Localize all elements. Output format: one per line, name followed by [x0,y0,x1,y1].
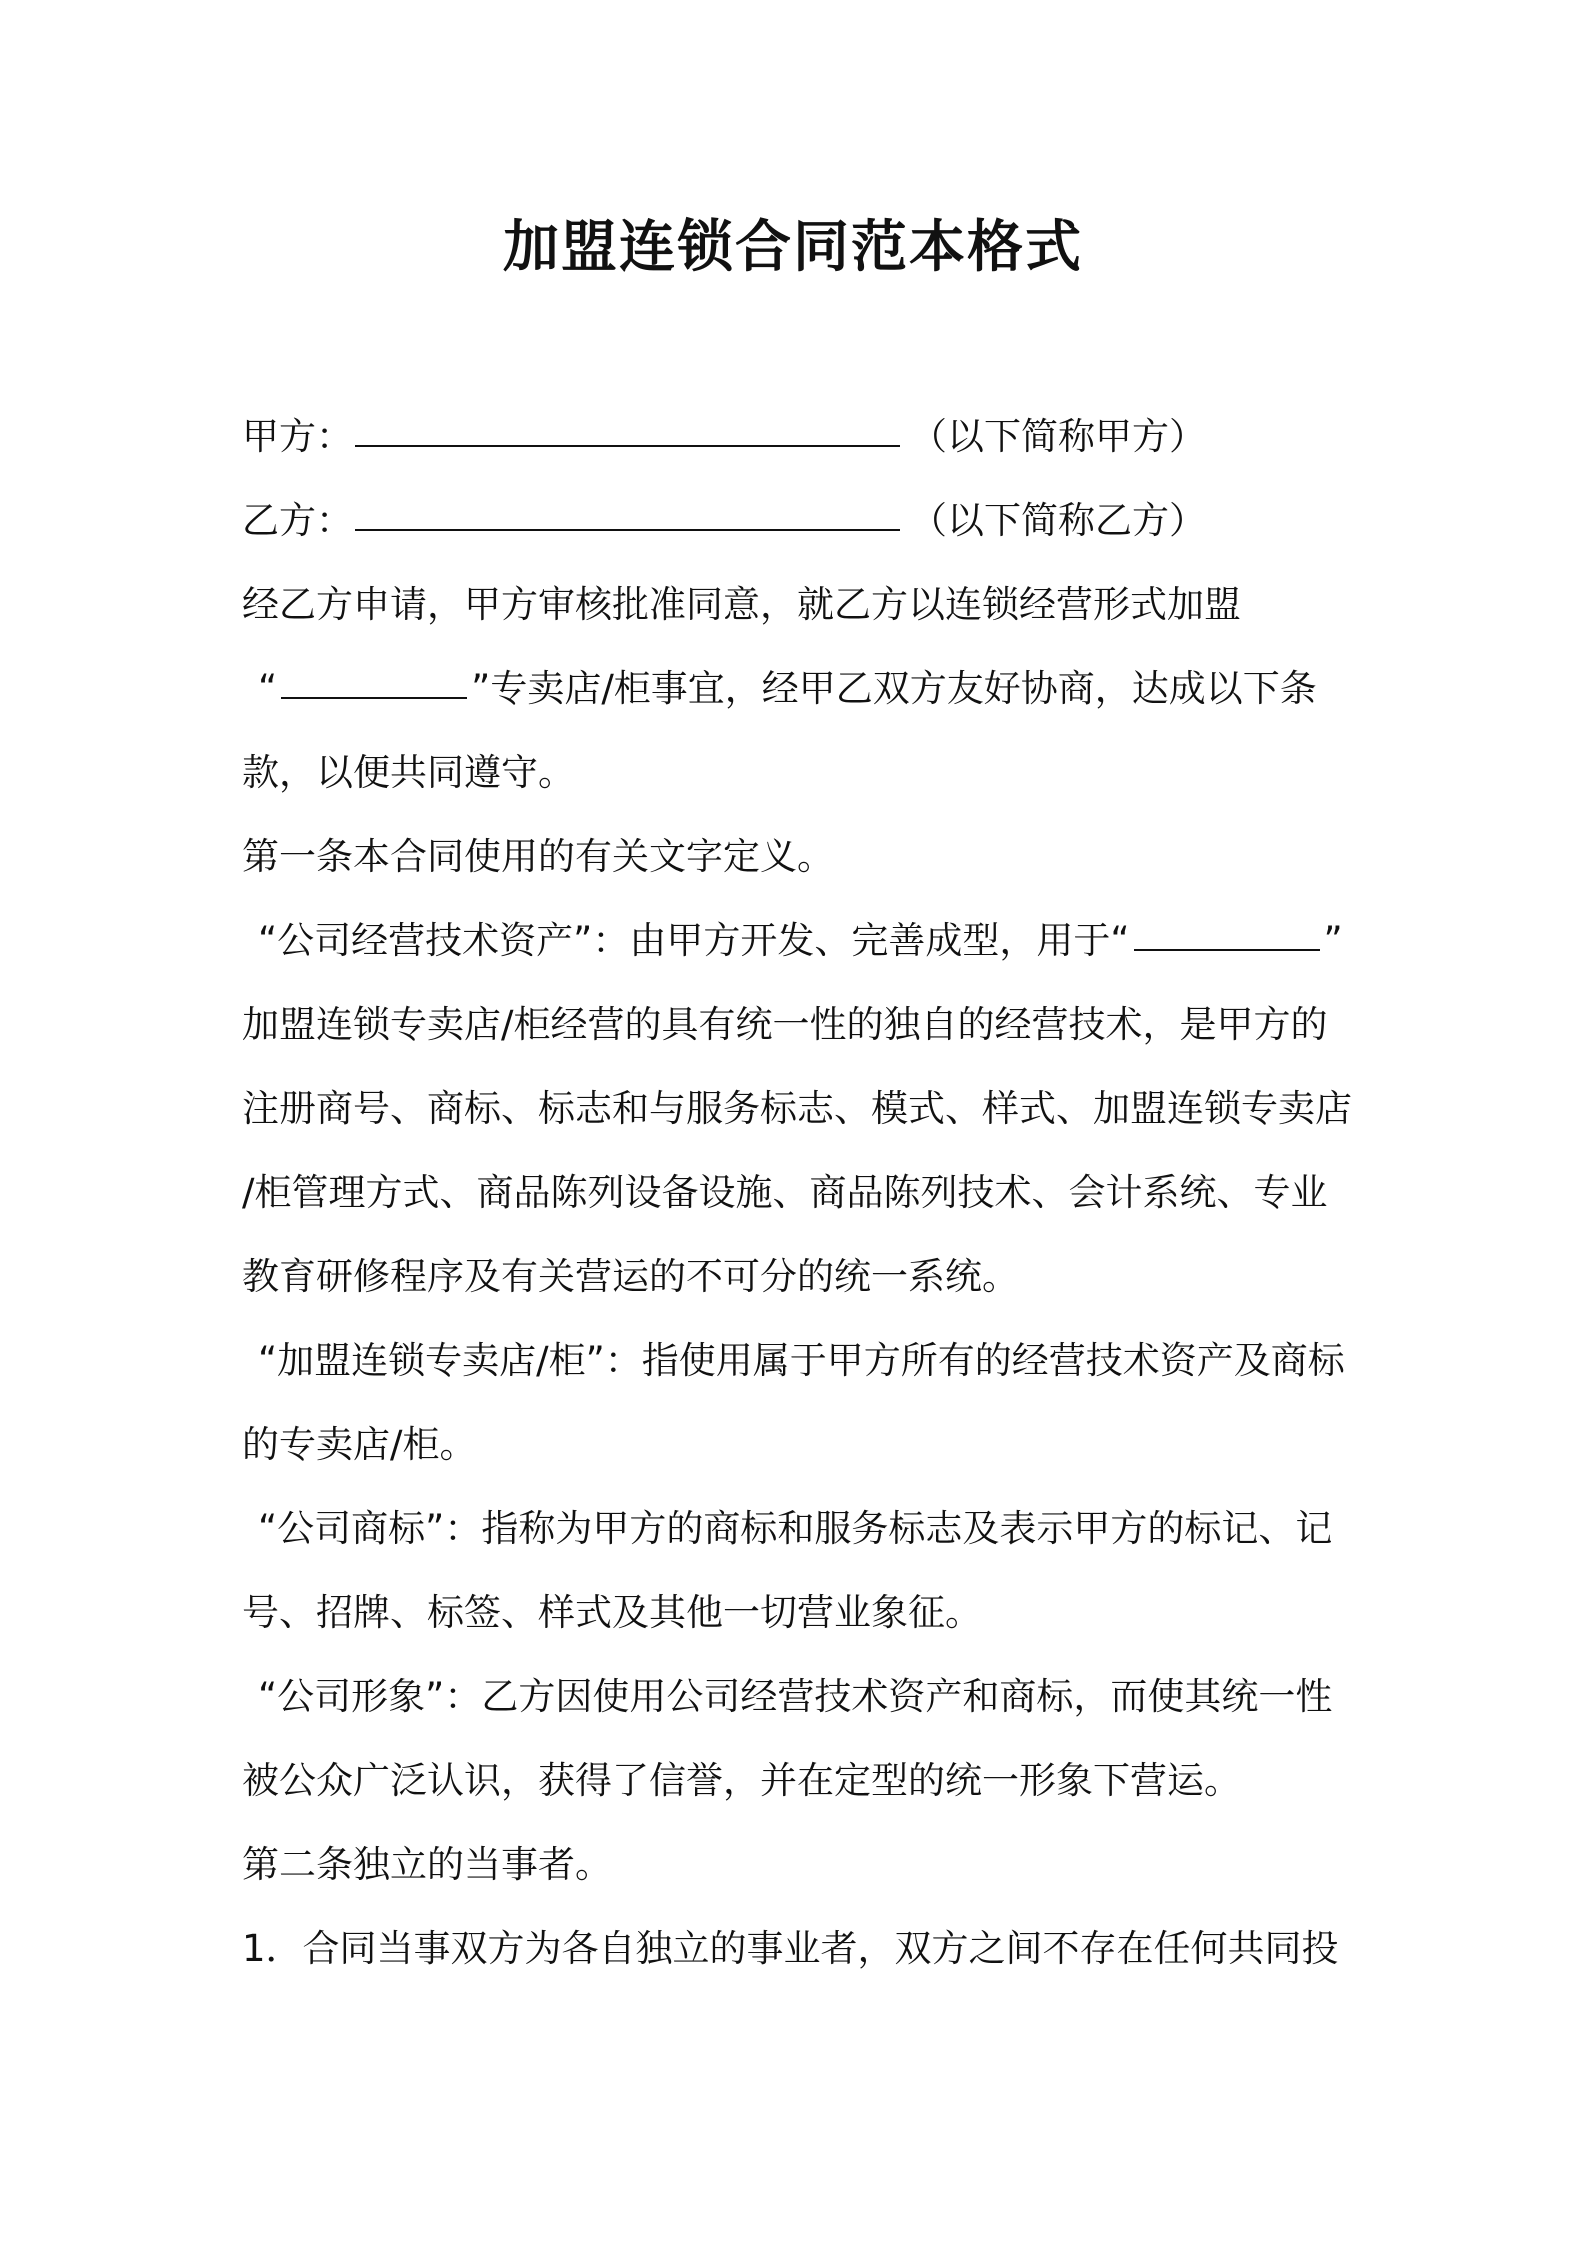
page-title: 加盟连锁合同范本格式 [503,215,1083,280]
body-line [258,664,1317,714]
body-line: 被公众广泛认识，获得了信誉，并在定型的统一形象下营运。 [242,1759,1241,1802]
party-a-note: （以下简称甲方） [910,415,1206,458]
body-line-text: “公司经营技术资产”：由甲方开发、完善成型，用于“ [258,919,1130,962]
body-line: 加盟连锁专卖店/柜经营的具有统一性的独自的经营技术，是甲方的 [242,1003,1328,1046]
body-line: 的专卖店/柜。 [242,1423,477,1466]
party-b-blank[interactable] [355,528,900,531]
quote-open: “ [258,667,278,710]
party-b-note: （以下简称乙方） [910,499,1206,542]
body-line: “公司形象”：乙方因使用公司经营技术资产和商标，而使其统一性 [258,1675,1333,1718]
quote-close: ” [1323,919,1343,962]
body-line: 1．合同当事双方为各自独立的事业者，双方之间不存在任何共同投 [242,1927,1339,1970]
party-b-label: 乙方： [242,499,353,542]
party-a-label: 甲方： [242,415,353,458]
body-line: “加盟连锁专卖店/柜”：指使用属于甲方所有的经营技术资产及商标 [258,1339,1345,1382]
body-line-text: ”专卖店/柜事宜，经甲乙双方友好协商，达成以下条 [471,667,1317,710]
article-heading: 第一条本合同使用的有关文字定义。 [242,835,834,878]
party-b-line [242,496,1206,546]
body-line [258,916,1343,966]
article-heading: 第二条独立的当事者。 [242,1843,612,1886]
body-line: 款，以便共同遵守。 [242,751,575,794]
brand-name-blank[interactable] [1134,948,1320,951]
body-line: 经乙方申请，甲方审核批准同意，就乙方以连锁经营形式加盟 [242,583,1241,626]
party-a-line [242,412,1206,462]
body-line: 注册商号、商标、标志和与服务标志、模式、样式、加盟连锁专卖店 [242,1087,1352,1130]
body-line: “公司商标”：指称为甲方的商标和服务标志及表示甲方的标记、记 [258,1507,1333,1550]
store-name-blank[interactable] [281,696,467,699]
body-line: 教育研修程序及有关营运的不可分的统一系统。 [242,1255,1019,1298]
body-line: /柜管理方式、商品陈列设备设施、商品陈列技术、会计系统、专业 [242,1171,1328,1214]
body-line: 号、招牌、标签、样式及其他一切营业象征。 [242,1591,982,1634]
party-a-blank[interactable] [355,444,900,447]
